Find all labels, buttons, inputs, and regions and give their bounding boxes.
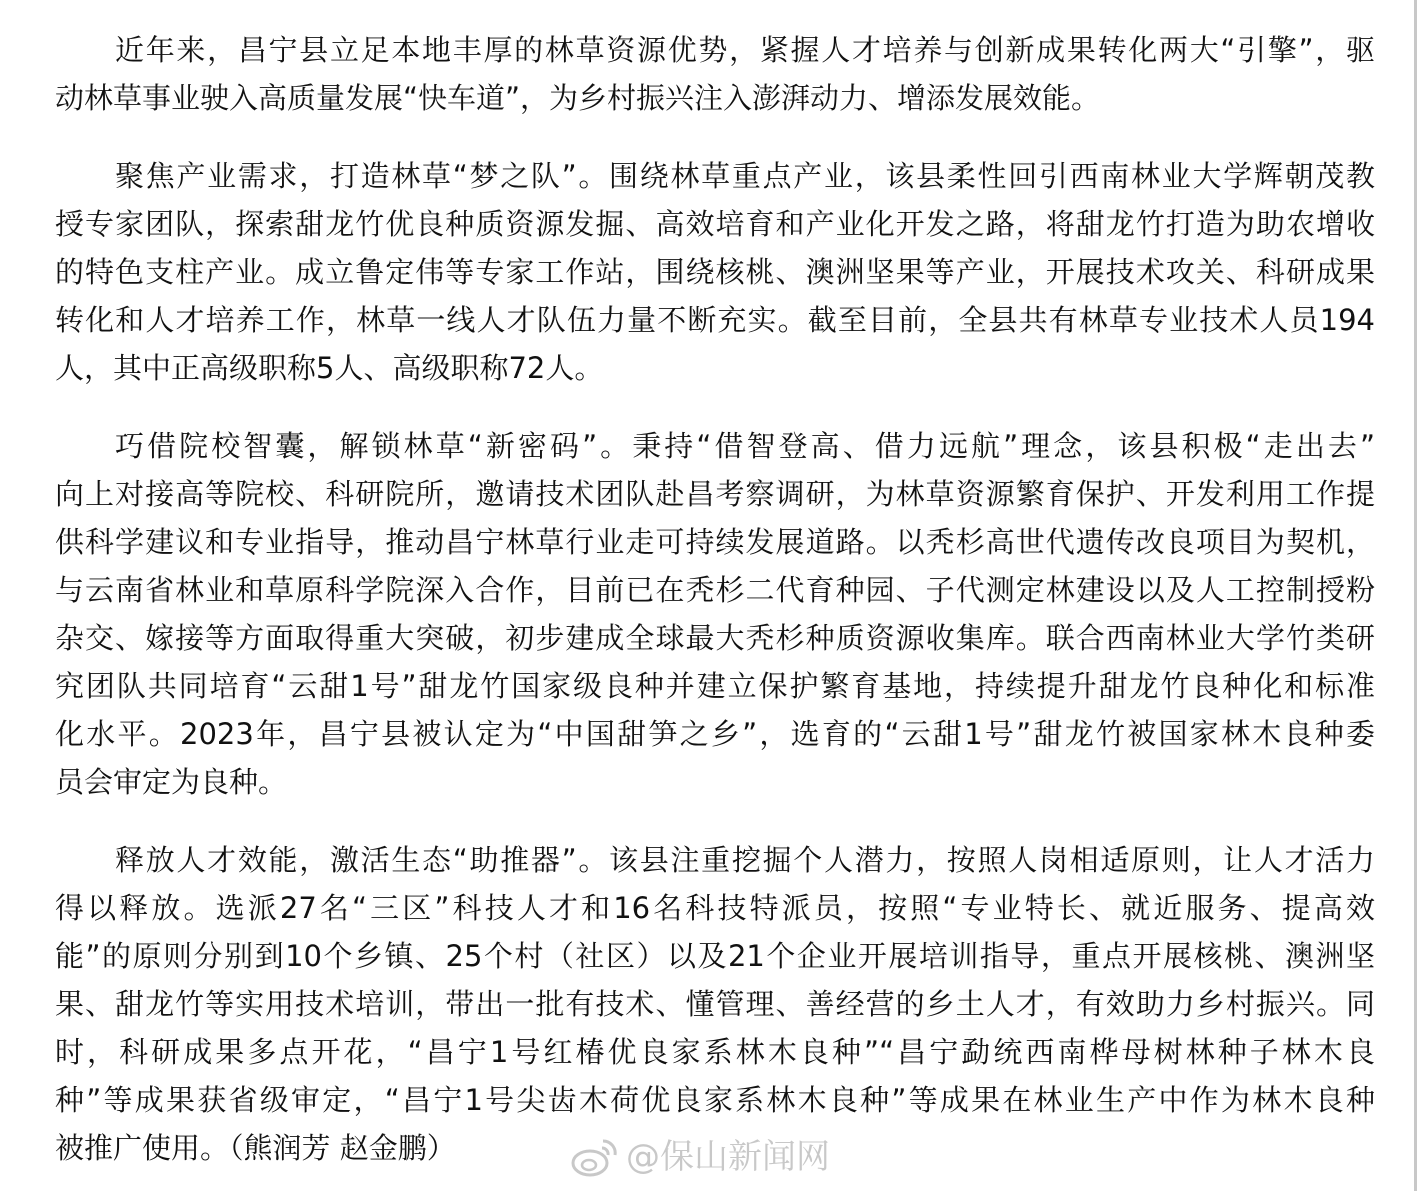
article-body — [55, 26, 1375, 1202]
watermark-text: @保山新闻网 — [626, 1137, 830, 1177]
paragraph-line: 转化和人才培养工作，林草一线人才队伍力量不断充实。截至目前，全县共有林草专业技术人员194 — [55, 303, 1375, 337]
paragraph-line: 员会审定为良种。 — [55, 765, 288, 799]
paragraph-line: 杂交、嫁接等方面取得重大突破，初步建成全球最大秃杉种质资源收集库。联合西南林业大学竹类研 — [55, 621, 1375, 655]
paragraph-line: 近年来，昌宁县立足本地丰厚的林草资源优势，紧握人才培养与创新成果转化两大“引擎”，驱 — [115, 33, 1375, 67]
paragraph-line: 得以释放。选派27名“三区”科技人才和16名科技特派员，按照“专业特长、就近服务、提高效 — [55, 891, 1375, 925]
paragraph-line: 时，科研成果多点开花，“昌宁1号红椿优良家系林木良种”“昌宁勐统西南桦母树林种子林木良 — [55, 1035, 1375, 1069]
paragraph-line: 究团队共同培育“云甜1号”甜龙竹国家级良种并建立保护繁育基地，持续提升甜龙竹良种化和标准 — [55, 669, 1375, 703]
paragraph-line: 被推广使用。（熊润芳 赵金鹏） — [55, 1131, 456, 1165]
paragraph-line: 化水平。2023年，昌宁县被认定为“中国甜笋之乡”，选育的“云甜1号”甜龙竹被国家林木良种委 — [55, 717, 1375, 751]
weibo-logo-icon — [570, 1135, 620, 1179]
paragraph-line: 动林草事业驶入高质量发展“快车道”，为乡村振兴注入澎湃动力、增添发展效能。 — [55, 81, 1101, 115]
paragraph — [55, 26, 1375, 122]
paragraph-line: 能”的原则分别到10个乡镇、25个村（社区）以及21个企业开展培训指导，重点开展核桃、澳洲坚 — [55, 939, 1375, 973]
paragraph-line: 巧借院校智囊，解锁林草“新密码”。秉持“借智登高、借力远航”理念，该县积极“走出去” — [115, 429, 1375, 463]
paragraph-line: 种”等成果获省级审定，“昌宁1号尖齿木荷优良家系林木良种”等成果在林业生产中作为林木良种 — [55, 1083, 1375, 1117]
paragraph-line: 果、甜龙竹等实用技术培训，带出一批有技术、懂管理、善经营的乡土人才，有效助力乡村振兴。同 — [55, 987, 1375, 1021]
paragraph-line: 人，其中正高级职称5人、高级职称72人。 — [55, 351, 604, 385]
paragraph-line: 与云南省林业和草原科学院深入合作，目前已在秃杉二代育种园、子代测定林建设以及人工控制授粉 — [55, 573, 1375, 607]
window-edge-divider — [1414, 0, 1417, 1191]
paragraph — [55, 836, 1375, 1172]
paragraph-line: 供科学建议和专业指导，推动昌宁林草行业走可持续发展道路。以秃杉高世代遗传改良项目为契机， — [55, 525, 1375, 559]
paragraph-line: 向上对接高等院校、科研院所，邀请技术团队赴昌考察调研，为林草资源繁育保护、开发利用工作提 — [55, 477, 1375, 511]
paragraph-line: 的特色支柱产业。成立鲁定伟等专家工作站，围绕核桃、澳洲坚果等产业，开展技术攻关、科研成果 — [55, 255, 1375, 289]
paragraph — [55, 422, 1375, 806]
paragraph-line: 释放人才效能，激活生态“助推器”。该县注重挖掘个人潜力，按照人岗相适原则，让人才活力 — [115, 843, 1375, 877]
paragraph — [55, 152, 1375, 392]
paragraph-line: 聚焦产业需求，打造林草“梦之队”。围绕林草重点产业，该县柔性回引西南林业大学辉朝茂教 — [115, 159, 1375, 193]
watermark — [570, 1134, 830, 1180]
paragraph-line: 授专家团队，探索甜龙竹优良种质资源发掘、高效培育和产业化开发之路，将甜龙竹打造为助农增收 — [55, 207, 1375, 241]
